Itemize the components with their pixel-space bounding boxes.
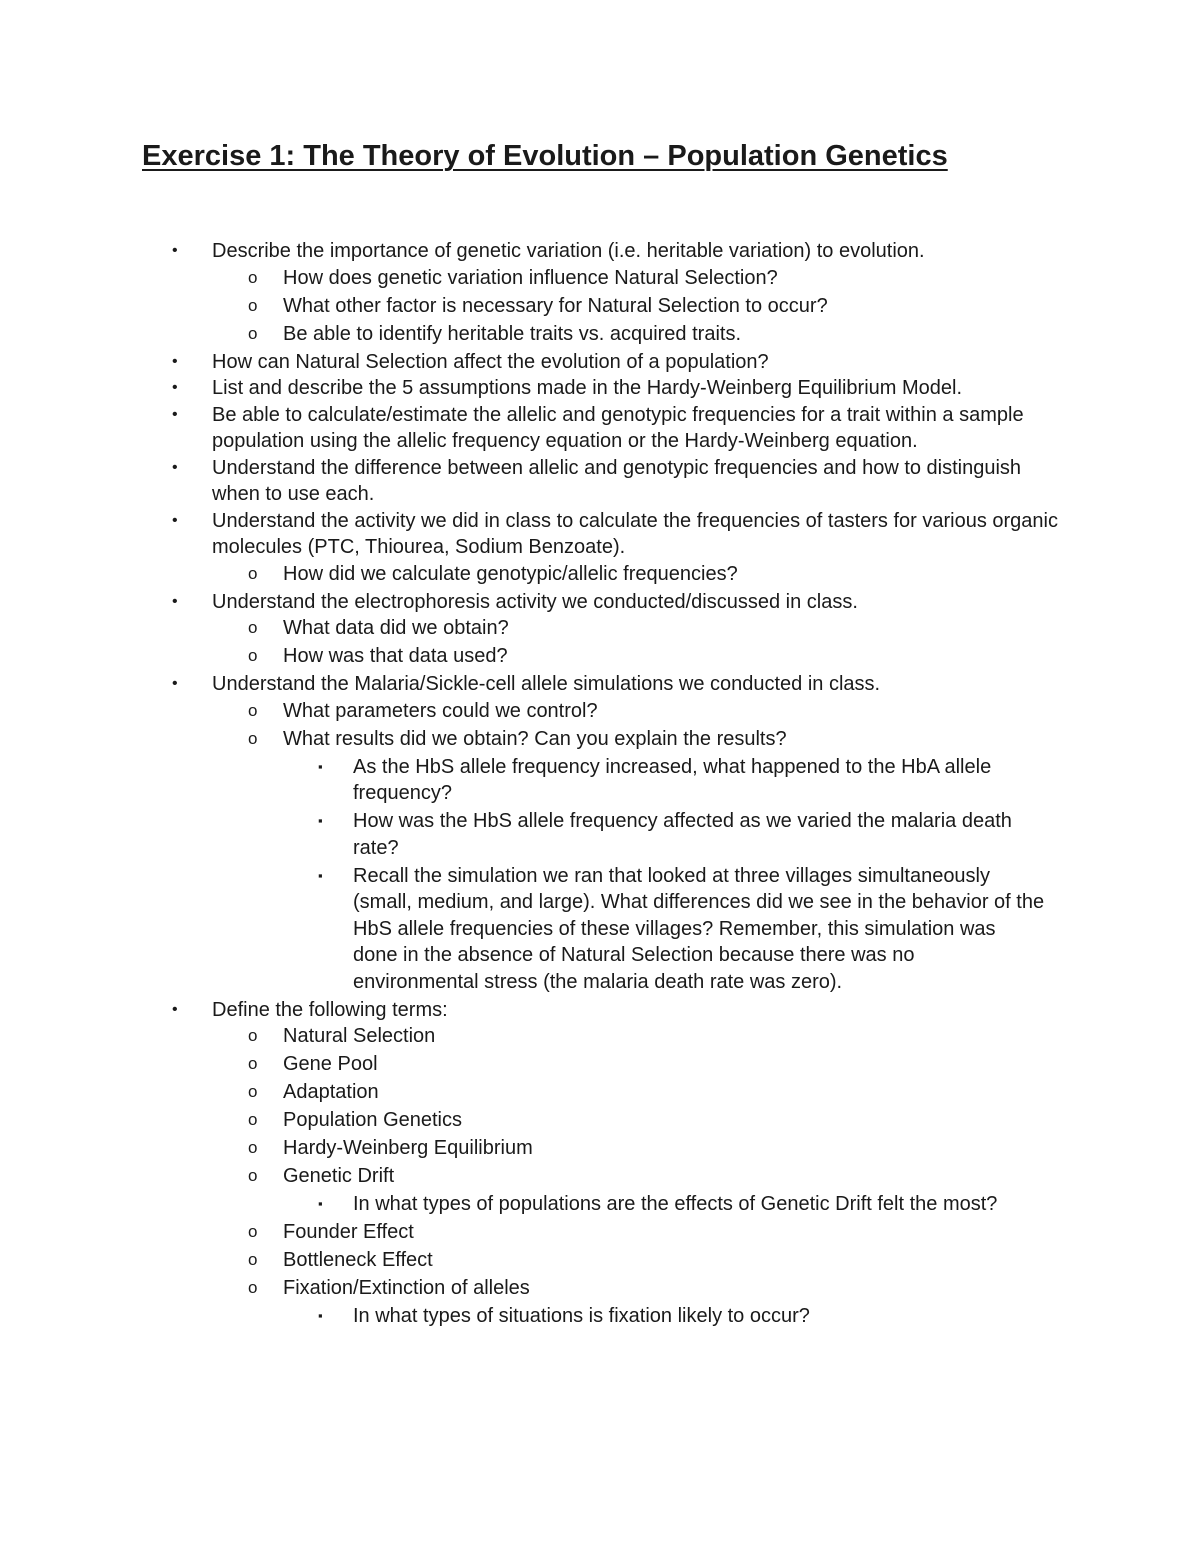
list-item-level-2 xyxy=(0,321,1200,348)
list-item-level-1 xyxy=(0,508,1200,561)
list-item-level-2 xyxy=(0,1023,1200,1050)
bullet-marker: o xyxy=(248,728,258,748)
list-item-level-2 xyxy=(0,1135,1200,1162)
bullet-marker: • xyxy=(172,458,178,476)
list-item-text: Genetic Drift xyxy=(283,1165,395,1187)
list-item-text: Understand the electrophoresis activity we conducted/discussed in class. xyxy=(212,590,858,613)
list-item-level-2 xyxy=(0,1051,1200,1078)
bullet-marker: o xyxy=(248,1138,258,1157)
bullet-marker: • xyxy=(172,511,178,529)
bullet-marker: ▪ xyxy=(318,867,323,883)
bullet-marker: o xyxy=(248,267,258,287)
list-item-text: In what types of situations is fixation likely to occur? xyxy=(353,1305,810,1327)
list-item-level-2 xyxy=(0,1247,1200,1274)
list-item-level-1 xyxy=(0,671,1200,698)
bullet-marker: o xyxy=(248,295,258,315)
list-item-level-1 xyxy=(0,997,1200,1024)
list-item-level-2 xyxy=(0,726,1200,753)
list-item-level-2 xyxy=(0,1275,1200,1302)
bullet-marker: ▪ xyxy=(318,1196,323,1211)
bullet-marker: o xyxy=(248,1110,258,1129)
bullet-marker: o xyxy=(248,1054,258,1073)
list-item-level-2 xyxy=(0,1163,1200,1190)
list-item-text: Adaptation xyxy=(283,1081,379,1103)
list-item-text: Be able to identify heritable traits vs. acquired traits. xyxy=(283,322,742,345)
document-title: Exercise 1: The Theory of Evolution – Population Genetics xyxy=(142,140,948,172)
list-item-level-2 xyxy=(0,615,1200,642)
list-item-level-2 xyxy=(0,293,1200,320)
list-item-text: As the HbS allele frequency increased, what happened to the HbA allele frequency? xyxy=(353,755,992,804)
bullet-marker: o xyxy=(248,1278,258,1297)
bullet-marker: o xyxy=(248,323,258,343)
study-guide-list xyxy=(0,238,1200,1331)
list-item-text: List and describe the 5 assumptions made in the Hardy-Weinberg Equilibrium Model. xyxy=(212,377,963,399)
list-item-level-3 xyxy=(0,1303,1200,1330)
list-item-text: What parameters could we control? xyxy=(283,699,598,722)
bullet-marker: • xyxy=(172,352,178,370)
bullet-marker: o xyxy=(248,1026,258,1045)
list-item-text: How was that data used? xyxy=(283,645,508,667)
list-item-level-2 xyxy=(0,1219,1200,1246)
list-item-level-1 xyxy=(0,375,1200,402)
bullet-marker: • xyxy=(172,675,178,692)
list-item-level-1 xyxy=(0,589,1200,616)
list-item-level-3 xyxy=(0,1191,1200,1218)
list-item-level-2 xyxy=(0,1079,1200,1106)
list-item-level-1 xyxy=(0,402,1200,455)
bullet-marker: ▪ xyxy=(318,758,323,774)
list-item-text: Describe the importance of genetic variation (i.e. heritable variation) to evolution. xyxy=(212,240,925,262)
list-item-level-3 xyxy=(0,754,1200,807)
list-item-level-1 xyxy=(0,349,1200,376)
list-item-text: Define the following terms: xyxy=(212,998,448,1021)
list-item-level-1 xyxy=(0,238,1200,265)
list-item-text: Recall the simulation we ran that looked at three villages simultaneously (small, medium, and large). What differences did we see in the behavior of the HbS allele frequencies of these villages? Remember, this simulation was done in the absence of Natural Selection because there was no environmental stress (the malaria death rate was zero). xyxy=(353,864,1045,993)
list-item-text: Natural Selection xyxy=(283,1025,436,1047)
bullet-marker: o xyxy=(248,1222,258,1241)
list-item-level-2 xyxy=(0,643,1200,670)
list-item-level-1 xyxy=(0,455,1200,508)
list-item-text: Founder Effect xyxy=(283,1221,414,1243)
bullet-marker: o xyxy=(248,700,258,720)
list-item-level-2 xyxy=(0,1107,1200,1134)
list-item-level-3 xyxy=(0,808,1200,861)
list-item-text: Understand the difference between allelic and genotypic frequencies and how to distinguish when to use each. xyxy=(212,456,1022,505)
bullet-marker: o xyxy=(248,1082,258,1101)
list-item-text: Understand the Malaria/Sickle-cell allele simulations we conducted in class. xyxy=(212,673,881,695)
list-item-text: Fixation/Extinction of alleles xyxy=(283,1277,530,1299)
list-item-text: Bottleneck Effect xyxy=(283,1249,433,1271)
list-item-text: How does genetic variation influence Natural Selection? xyxy=(283,266,778,289)
list-item-text: Gene Pool xyxy=(283,1053,378,1075)
bullet-marker: ▪ xyxy=(318,1308,323,1323)
list-item-text: How did we calculate genotypic/allelic frequencies? xyxy=(283,562,738,585)
list-item-text: What data did we obtain? xyxy=(283,617,509,639)
list-item-text: In what types of populations are the effects of Genetic Drift felt the most? xyxy=(353,1193,998,1215)
list-item-level-2 xyxy=(0,698,1200,725)
list-item-text: What other factor is necessary for Natural Selection to occur? xyxy=(283,294,828,317)
bullet-marker: • xyxy=(172,242,178,259)
list-item-text: Population Genetics xyxy=(283,1109,463,1131)
bullet-marker: o xyxy=(248,1250,258,1269)
list-item-text: Understand the activity we did in class to calculate the frequencies of tasters for various organic molecules (PTC, Thiourea, Sodium Benzoate). xyxy=(212,509,1058,558)
bullet-marker: o xyxy=(248,1166,258,1185)
list-item-level-3 xyxy=(0,863,1200,996)
bullet-marker: • xyxy=(172,405,178,423)
bullet-marker: o xyxy=(248,618,258,637)
list-item-text: What results did we obtain? Can you explain the results? xyxy=(283,727,787,750)
bullet-marker: • xyxy=(172,379,178,396)
list-item-level-2 xyxy=(0,561,1200,588)
list-item-text: Hardy-Weinberg Equilibrium xyxy=(283,1137,533,1159)
list-item-text: Be able to calculate/estimate the allelic and genotypic frequencies for a trait within a sample population using the allelic frequency equation or the Hardy-Weinberg equation. xyxy=(212,403,1024,452)
bullet-marker: ▪ xyxy=(318,813,323,828)
list-item-text: How was the HbS allele frequency affected as we varied the malaria death rate? xyxy=(353,810,1012,859)
list-item-text: How can Natural Selection affect the evolution of a population? xyxy=(212,350,769,373)
bullet-marker: o xyxy=(248,646,258,665)
bullet-marker: • xyxy=(172,592,178,610)
bullet-marker: • xyxy=(172,1000,178,1018)
bullet-marker: o xyxy=(248,563,258,583)
list-item-level-2 xyxy=(0,265,1200,292)
